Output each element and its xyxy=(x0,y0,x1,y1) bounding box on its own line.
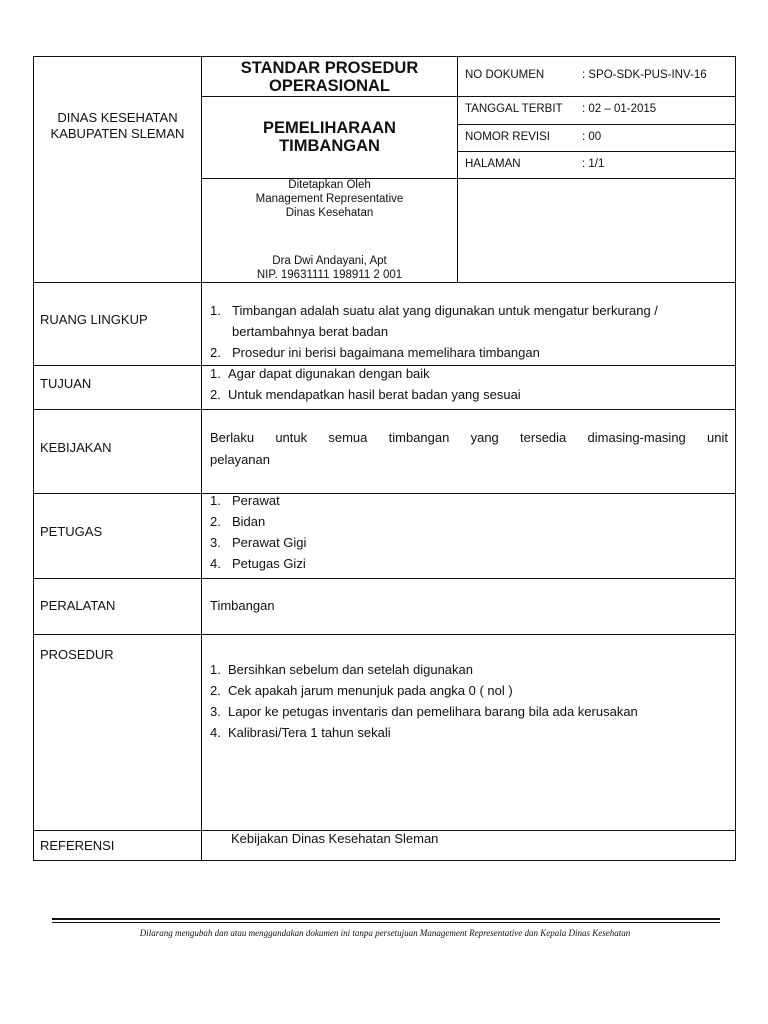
label-ruang-lingkup: RUANG LINGKUP xyxy=(40,312,148,327)
table-border-top xyxy=(33,56,736,57)
table-border-left xyxy=(33,56,34,861)
footer-note: Dilarang mengubah dan atau menggandakan dokumen ini tanpa persetujuan Management Representative dan Kepala Dinas Kesehatan xyxy=(139,928,631,938)
title-cell-bottom xyxy=(201,96,458,97)
footer-rule-thick xyxy=(52,918,720,920)
label-kebijakan: KEBIJAKAN xyxy=(40,440,112,455)
label-referensi: REFERENSI xyxy=(40,838,115,853)
kebijakan-line-2: pelayanan xyxy=(210,452,270,467)
meta-value: : 02 – 01-2015 xyxy=(582,103,657,115)
subject-line-1: PEMELIHARAAN xyxy=(263,119,396,137)
list-item: 3. Perawat Gigi xyxy=(210,535,307,550)
content-peralatan: Timbangan xyxy=(210,598,275,613)
table-border-bottom xyxy=(33,860,736,861)
label-prosedur: PROSEDUR xyxy=(40,647,114,662)
header-divider-1 xyxy=(201,56,202,861)
header-divider-2 xyxy=(457,56,458,282)
row-peralatan-bottom xyxy=(33,634,736,635)
row-petugas-bottom xyxy=(33,578,736,579)
document-type-line-1: STANDAR PROSEDUR xyxy=(240,59,419,77)
meta-row-3-bottom xyxy=(457,151,736,152)
document-type-title xyxy=(202,59,457,95)
document-type-line-2: OPERASIONAL xyxy=(268,77,390,95)
approval-line-1: Ditetapkan Oleh xyxy=(288,179,371,191)
document-subject xyxy=(202,119,457,155)
list-item: 2. Prosedur ini berisi bagaimana memelihara timbangan xyxy=(210,345,540,360)
content-kebijakan xyxy=(210,427,728,471)
kebijakan-line-1: Berlaku untuk semua timbangan yang tersedia dimasing-masing unit xyxy=(210,430,728,445)
content-prosedur xyxy=(210,659,735,743)
list-item: 1. Agar dapat digunakan dengan baik xyxy=(210,366,430,381)
label-petugas: PETUGAS xyxy=(40,524,103,539)
agency-name xyxy=(34,110,201,142)
subject-line-2: TIMBANGAN xyxy=(279,137,380,155)
agency-line-1: DINAS KESEHATAN xyxy=(57,110,178,125)
list-item: 1. Timbangan adalah suatu alat yang digunakan untuk mengatur berkurang / bertambahnya berat badan xyxy=(210,303,658,339)
meta-label: HALAMAN xyxy=(465,158,521,170)
list-item: 4. Petugas Gizi xyxy=(210,556,306,571)
list-item: 2. Untuk mendapatkan hasil berat badan yang sesuai xyxy=(210,387,521,402)
content-referensi: Kebijakan Dinas Kesehatan Sleman xyxy=(231,831,439,846)
meta-row-1-bottom xyxy=(457,96,736,97)
signer-block xyxy=(202,254,457,282)
approval-line-3: Dinas Kesehatan xyxy=(285,207,374,219)
meta-label: NOMOR REVISI xyxy=(465,131,550,143)
meta-value: : 1/1 xyxy=(582,158,605,170)
approval-line-2: Management Representative xyxy=(255,193,404,205)
signer-name: Dra Dwi Andayani, Apt xyxy=(272,255,387,267)
meta-value: : SPO-SDK-PUS-INV-16 xyxy=(582,69,707,81)
table-border-right xyxy=(735,56,736,861)
list-item: 4. Kalibrasi/Tera 1 tahun sekali xyxy=(210,725,391,740)
label-peralatan: PERALATAN xyxy=(40,598,116,613)
meta-row-2-bottom xyxy=(457,124,736,125)
meta-label: NO DOKUMEN xyxy=(465,69,545,81)
label-tujuan: TUJUAN xyxy=(40,376,92,391)
agency-line-2: KABUPATEN SLEMAN xyxy=(50,126,185,141)
list-item: 1. Bersihkan sebelum dan setelah digunakan xyxy=(210,662,474,677)
row-tujuan-bottom xyxy=(33,409,736,410)
content-tujuan xyxy=(210,363,735,405)
meta-value: : 00 xyxy=(582,131,602,143)
header-bottom xyxy=(33,282,736,283)
list-item: 2. Bidan xyxy=(210,514,266,529)
list-item: 3. Lapor ke petugas inventaris dan pemelihara barang bila ada kerusakan xyxy=(210,704,638,719)
approval-block xyxy=(202,178,457,220)
list-item: 2. Cek apakah jarum menunjuk pada angka 0 ( nol ) xyxy=(210,683,513,698)
signer-nip: NIP. 19631111 198911 2 001 xyxy=(256,269,403,281)
content-ruang-lingkup xyxy=(210,300,735,363)
footer-rule-thin xyxy=(52,922,720,923)
meta-label: TANGGAL TERBIT xyxy=(465,103,563,115)
list-item: 1. Perawat xyxy=(210,493,280,508)
content-petugas xyxy=(210,490,735,574)
